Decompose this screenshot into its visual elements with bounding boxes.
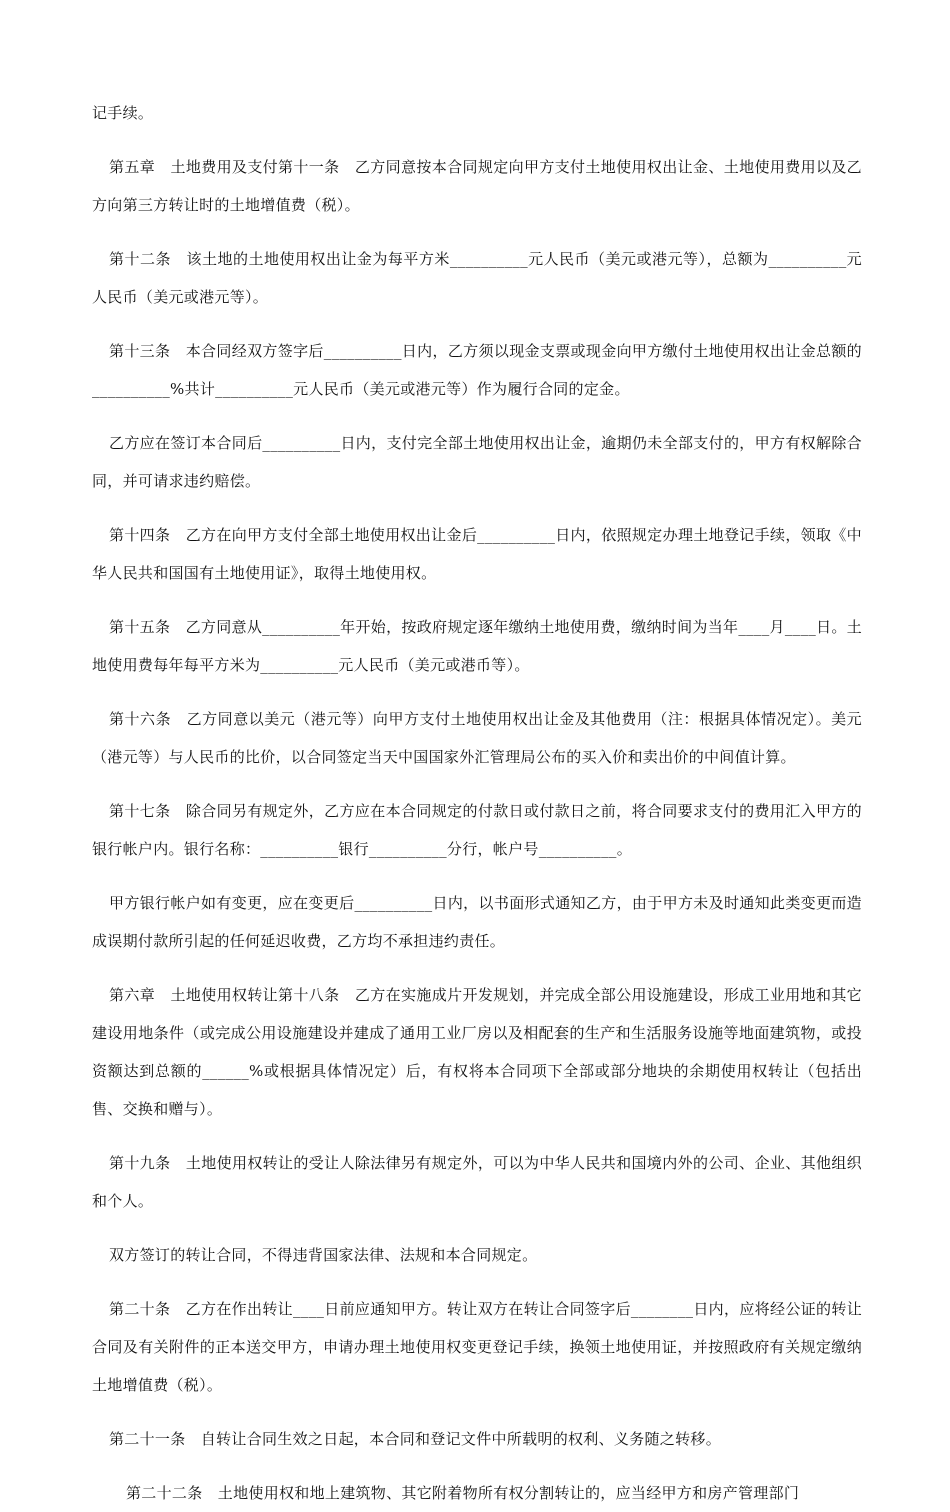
paragraph-article-15: 第十五条 乙方同意从__________年开始，按政府规定逐年缴纳土地使用费，缴纳时间为当年____月____日。土地使用费每年每平方米为__________元人民币（美元或港币等）。	[92, 618, 862, 674]
paragraph-article-17-bank-change: 甲方银行帐户如有变更，应在变更后__________日内，以书面形式通知乙方，由于甲方未及时通知此类变更而造成误期付款所引起的任何延迟收费，乙方均不承担违约责任。	[92, 894, 862, 950]
paragraph-article-19: 第十九条 土地使用权转让的受让人除法律另有规定外，可以为中华人民共和国境内外的公司、企业、其他组织和个人。	[92, 1154, 862, 1210]
paragraph-article-13-payment: 乙方应在签订本合同后__________日内，支付完全部土地使用权出让金，逾期仍未全部支付的，甲方有权解除合同，并可请求违约赔偿。	[92, 434, 862, 490]
paragraph-article-22: 第二十二条 土地使用权和地上建筑物、其它附着物所有权分割转让的，应当经甲方和房产管理部门	[126, 1484, 800, 1502]
paragraph-article-20: 第二十条 乙方在作出转让____日前应通知甲方。转让双方在转让合同签字后________日内，应将经公证的转让合同及有关附件的正本送交甲方，申请办理土地使用权变更登记手续，换领土地使用证，并按照政府有关规定缴纳土地增值费（税）。	[92, 1300, 862, 1394]
paragraph-article-16: 第十六条 乙方同意以美元（港元等）向甲方支付土地使用权出让金及其他费用（注：根据具体情况定）。美元（港元等）与人民币的比价，以合同签定当天中国国家外汇管理局公布的买入价和卖出价的中间值计算。	[92, 710, 862, 766]
paragraph-article-13: 第十三条 本合同经双方签字后__________日内，乙方须以现金支票或现金向甲方缴付土地使用权出让金总额的__________%共计__________元人民币（美元或港元等）作为履行合同的定金。	[92, 342, 862, 398]
paragraph-chapter-5-article-11: 第五章 土地费用及支付第十一条 乙方同意按本合同规定向甲方支付土地使用权出让金、土地使用费用以及乙方向第三方转让时的土地增值费（税）。	[92, 158, 862, 214]
paragraph-article-17: 第十七条 除合同另有规定外，乙方应在本合同规定的付款日或付款日之前，将合同要求支付的费用汇入甲方的银行帐户内。银行名称：__________银行__________分行，帐户号__________。	[92, 802, 862, 858]
paragraph-article-12: 第十二条 该土地的土地使用权出让金为每平方米__________元人民币（美元或港元等），总额为__________元人民币（美元或港元等）。	[92, 250, 862, 306]
paragraph-article-21: 第二十一条 自转让合同生效之日起，本合同和登记文件中所载明的权利、义务随之转移。	[109, 1430, 722, 1448]
paragraph-article-19-contract: 双方签订的转让合同，不得违背国家法律、法规和本合同规定。	[109, 1246, 538, 1264]
paragraph-continuation: 记手续。	[92, 104, 154, 122]
paragraph-chapter-6-article-18: 第六章 土地使用权转让第十八条 乙方在实施成片开发规划，并完成全部公用设施建设，形成工业用地和其它建设用地条件（或完成公用设施建设并建成了通用工业厂房以及相配套的生产和生活服务设施等地面建筑物，或投资额达到总额的______%或根据具体情况定）后，有权将本合同项下全部或部分地块的余期使用权转让（包括出售、交换和赠与）。	[92, 986, 862, 1118]
paragraph-article-14: 第十四条 乙方在向甲方支付全部土地使用权出让金后__________日内，依照规定办理土地登记手续，领取《中华人民共和国国有土地使用证》，取得土地使用权。	[92, 526, 862, 582]
